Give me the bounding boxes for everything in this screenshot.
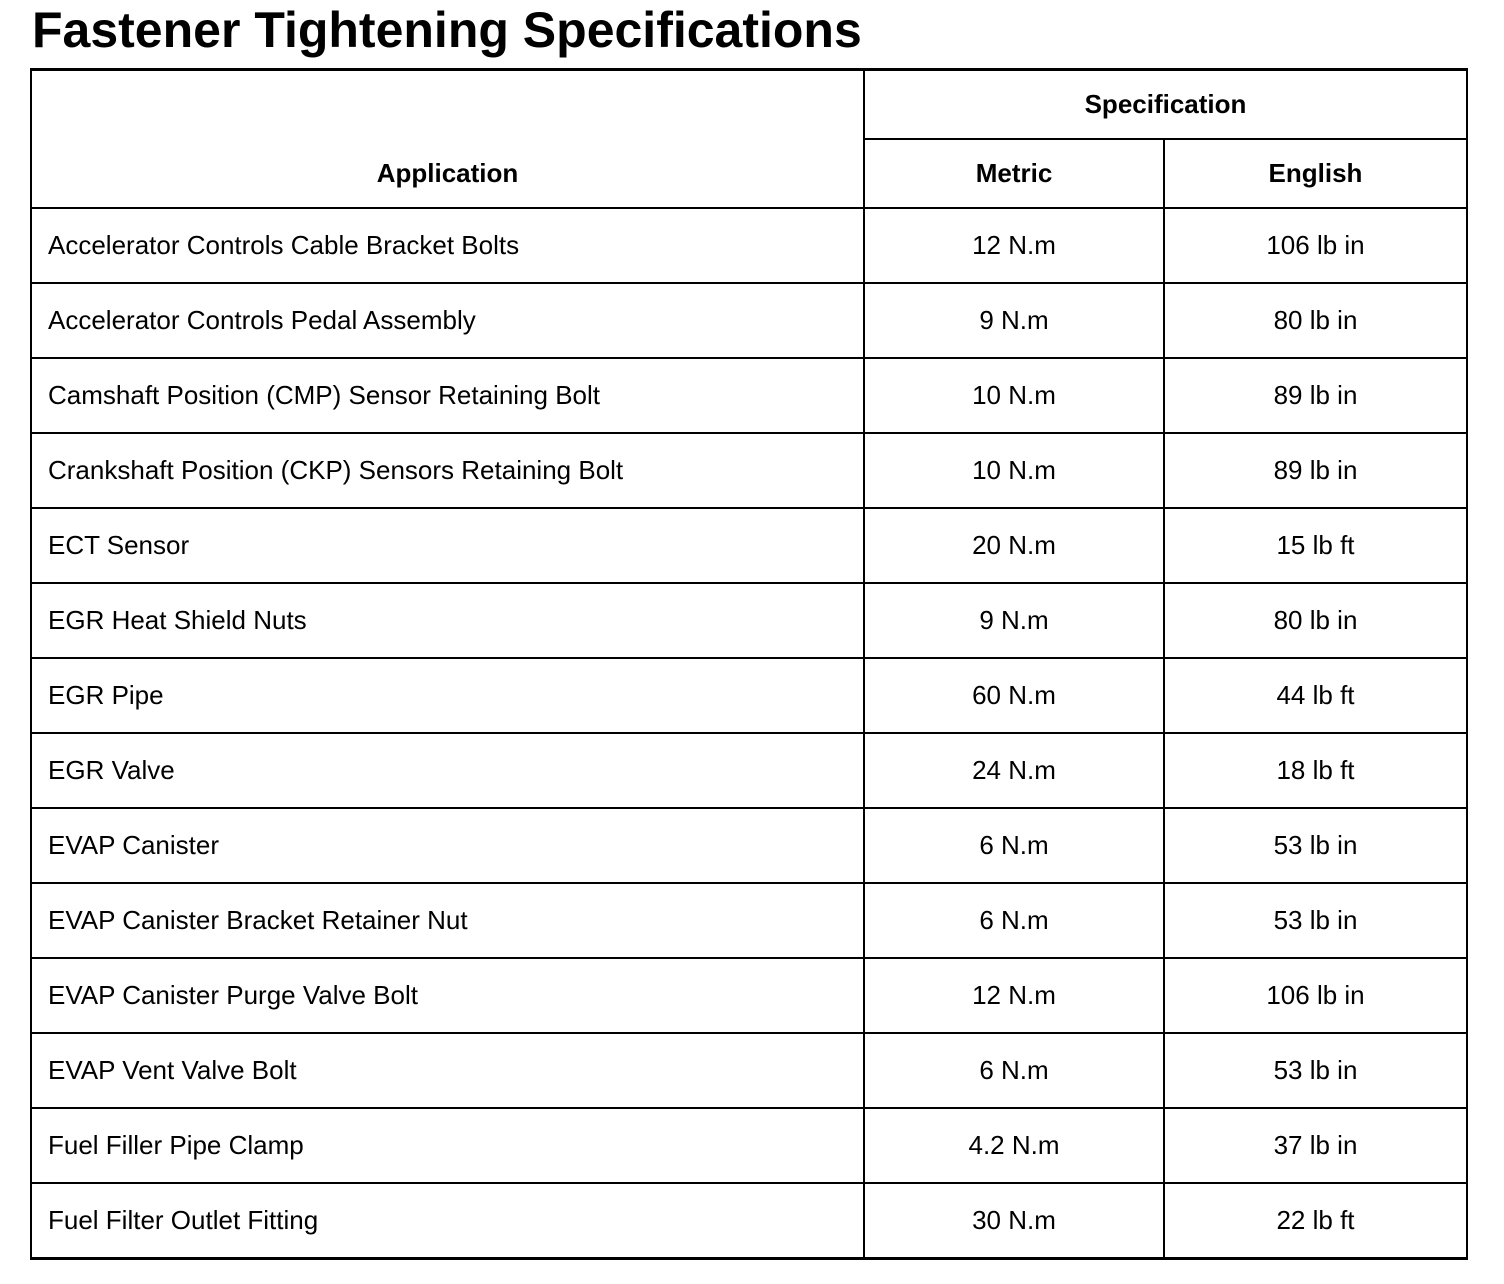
- english-cell: 22 lb ft: [1164, 1183, 1467, 1259]
- english-cell: 18 lb ft: [1164, 733, 1467, 808]
- application-cell: EGR Valve: [31, 733, 864, 808]
- metric-cell: 24 N.m: [864, 733, 1164, 808]
- metric-cell: 4.2 N.m: [864, 1108, 1164, 1183]
- table-row: [31, 808, 1467, 883]
- table-row: [31, 1108, 1467, 1183]
- table-row: [31, 358, 1467, 433]
- metric-cell: 12 N.m: [864, 958, 1164, 1033]
- table-body: [31, 208, 1467, 1259]
- table-row: [31, 283, 1467, 358]
- metric-cell: 30 N.m: [864, 1183, 1164, 1259]
- metric-cell: 10 N.m: [864, 358, 1164, 433]
- english-cell: 89 lb in: [1164, 358, 1467, 433]
- application-cell: EVAP Canister Bracket Retainer Nut: [31, 883, 864, 958]
- table-row: [31, 883, 1467, 958]
- english-cell: 44 lb ft: [1164, 658, 1467, 733]
- application-header: Application: [31, 70, 864, 209]
- metric-cell: 12 N.m: [864, 208, 1164, 283]
- metric-cell: 6 N.m: [864, 808, 1164, 883]
- application-cell: EGR Heat Shield Nuts: [31, 583, 864, 658]
- metric-cell: 10 N.m: [864, 433, 1164, 508]
- metric-cell: 20 N.m: [864, 508, 1164, 583]
- english-cell: 37 lb in: [1164, 1108, 1467, 1183]
- table-row: [31, 433, 1467, 508]
- header-row-top: [31, 70, 1467, 140]
- application-cell: EVAP Canister Purge Valve Bolt: [31, 958, 864, 1033]
- table-row: [31, 508, 1467, 583]
- table-row: [31, 658, 1467, 733]
- english-cell: 53 lb in: [1164, 1033, 1467, 1108]
- english-cell: 106 lb in: [1164, 958, 1467, 1033]
- english-header: English: [1164, 139, 1467, 208]
- application-cell: Crankshaft Position (CKP) Sensors Retaining Bolt: [31, 433, 864, 508]
- application-cell: Fuel Filter Outlet Fitting: [31, 1183, 864, 1259]
- table-row: [31, 208, 1467, 283]
- application-cell: EVAP Canister: [31, 808, 864, 883]
- metric-header: Metric: [864, 139, 1164, 208]
- application-cell: ECT Sensor: [31, 508, 864, 583]
- application-cell: Camshaft Position (CMP) Sensor Retaining Bolt: [31, 358, 864, 433]
- metric-cell: 6 N.m: [864, 1033, 1164, 1108]
- english-cell: 53 lb in: [1164, 883, 1467, 958]
- english-cell: 53 lb in: [1164, 808, 1467, 883]
- table-row: [31, 733, 1467, 808]
- table-row: [31, 958, 1467, 1033]
- table-row: [31, 1033, 1467, 1108]
- table-row: [31, 583, 1467, 658]
- english-cell: 15 lb ft: [1164, 508, 1467, 583]
- english-cell: 106 lb in: [1164, 208, 1467, 283]
- metric-cell: 60 N.m: [864, 658, 1164, 733]
- table-header: [31, 70, 1467, 209]
- table-row: [31, 1183, 1467, 1259]
- metric-cell: 9 N.m: [864, 283, 1164, 358]
- specification-header: Specification: [864, 70, 1467, 140]
- application-cell: Accelerator Controls Cable Bracket Bolts: [31, 208, 864, 283]
- application-cell: Accelerator Controls Pedal Assembly: [31, 283, 864, 358]
- application-cell: EGR Pipe: [31, 658, 864, 733]
- metric-cell: 9 N.m: [864, 583, 1164, 658]
- metric-cell: 6 N.m: [864, 883, 1164, 958]
- application-cell: EVAP Vent Valve Bolt: [31, 1033, 864, 1108]
- english-cell: 80 lb in: [1164, 583, 1467, 658]
- specifications-table: [30, 68, 1468, 1260]
- page-title: Fastener Tightening Specifications: [32, 2, 862, 58]
- application-cell: Fuel Filler Pipe Clamp: [31, 1108, 864, 1183]
- english-cell: 80 lb in: [1164, 283, 1467, 358]
- english-cell: 89 lb in: [1164, 433, 1467, 508]
